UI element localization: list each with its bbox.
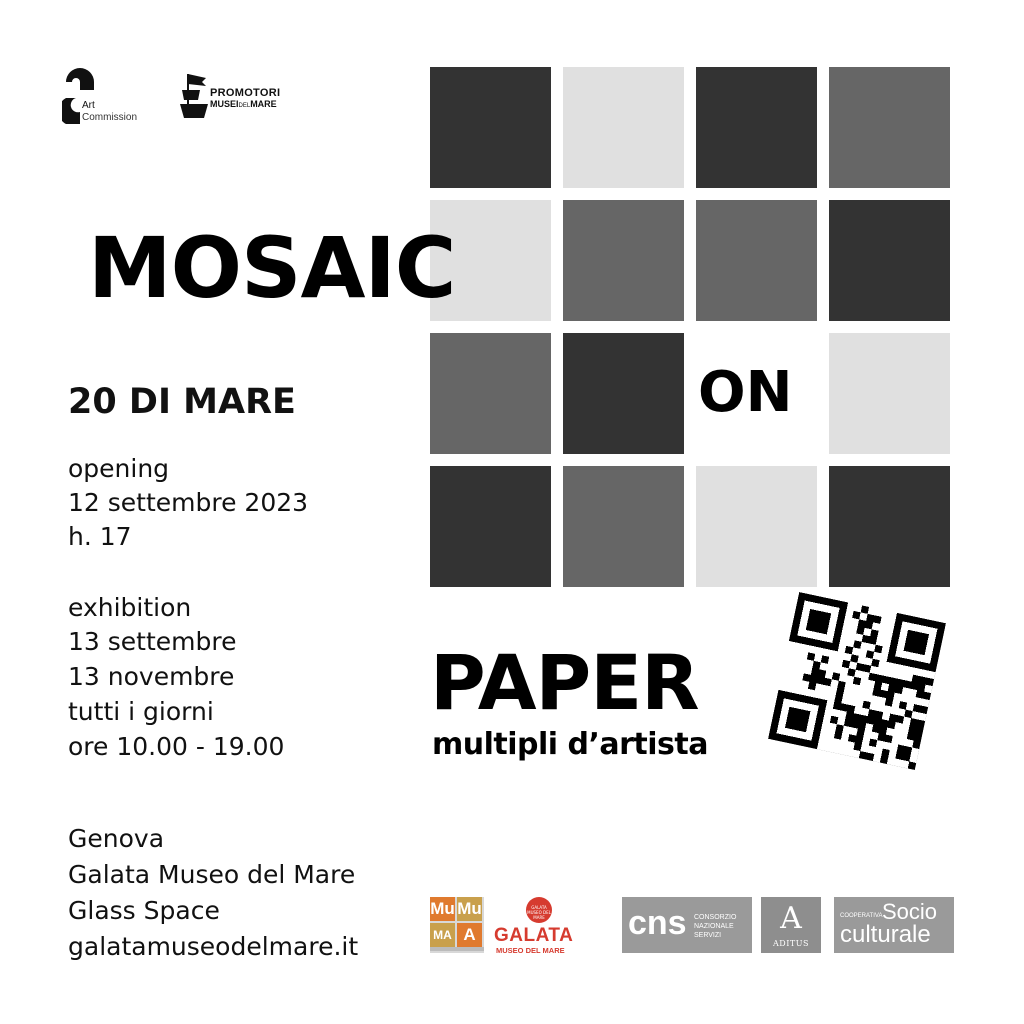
mosaic-tile <box>430 333 551 454</box>
aditus-letter: A <box>780 901 802 936</box>
mosaic-tile <box>829 466 950 587</box>
venue-space: Glass Space <box>68 896 220 925</box>
cns-small: CONSORZIO NAZIONALE SERVIZI <box>694 914 737 939</box>
mosaic-tile <box>696 67 817 188</box>
galata-name: GALATA <box>494 925 574 946</box>
mosaic-tile <box>829 333 950 454</box>
socio-line2: culturale <box>840 921 931 948</box>
mosaic-tile <box>430 67 551 188</box>
exhibition-end: 13 novembre <box>68 662 235 691</box>
socio-coop: COOPERATIVA <box>840 913 883 919</box>
subtitle: multipli d’artista <box>432 727 708 762</box>
socio-culturale-logo <box>834 897 954 953</box>
exhibition-start: 13 settembre <box>68 627 237 656</box>
galata-disc-icon: GALATA MUSEO DEL MARE <box>526 897 552 923</box>
socio-line1: Socio <box>882 899 938 924</box>
event-name: 20 DI MARE <box>68 382 296 422</box>
exhibition-label: exhibition <box>68 593 192 622</box>
venue-website[interactable]: galatamuseodelmare.it <box>68 932 359 961</box>
venue-city: Genova <box>68 824 165 853</box>
mosaic-tile <box>696 200 817 321</box>
title-paper: PAPER <box>430 638 699 727</box>
mosaic-tile <box>563 466 684 587</box>
musei-del-mare-label: MUSEIDELMARE <box>210 99 277 109</box>
qr-code-icon[interactable] <box>768 592 946 770</box>
title-on: ON <box>698 360 793 425</box>
opening-time: h. 17 <box>68 522 132 551</box>
mosaic-tile <box>563 333 684 454</box>
venue-museum: Galata Museo del Mare <box>68 860 356 889</box>
ship-icon <box>180 70 210 122</box>
mosaic-tile <box>563 67 684 188</box>
exhibition-hours: ore 10.00 - 19.00 <box>68 732 285 761</box>
mosaic-tile <box>563 200 684 321</box>
galata-logo <box>492 897 576 957</box>
title-mosaic: MOSAIC <box>88 219 456 317</box>
muma-logo: Mu Mu MA A <box>430 897 484 953</box>
mosaic-tile <box>829 67 950 188</box>
aditus-logo <box>761 897 821 953</box>
galata-sub: MUSEO DEL MARE <box>496 946 565 955</box>
opening-label: opening <box>68 454 170 483</box>
art-commission-logo <box>62 68 152 128</box>
mosaic-tile <box>829 200 950 321</box>
mosaic-tile <box>696 466 817 587</box>
art-commission-label-2: Commission <box>82 112 138 123</box>
cns-big: cns <box>628 904 687 942</box>
opening-date: 12 settembre 2023 <box>68 488 309 517</box>
cns-logo <box>622 897 752 953</box>
promotori-musei-del-mare-logo <box>180 70 310 126</box>
mosaic-tile <box>430 466 551 587</box>
exhibition-days: tutti i giorni <box>68 697 214 726</box>
art-commission-label-1: Art <box>82 100 95 111</box>
aditus-word: ADITUS <box>773 939 809 948</box>
promotori-label: PROMOTORI <box>210 87 281 99</box>
